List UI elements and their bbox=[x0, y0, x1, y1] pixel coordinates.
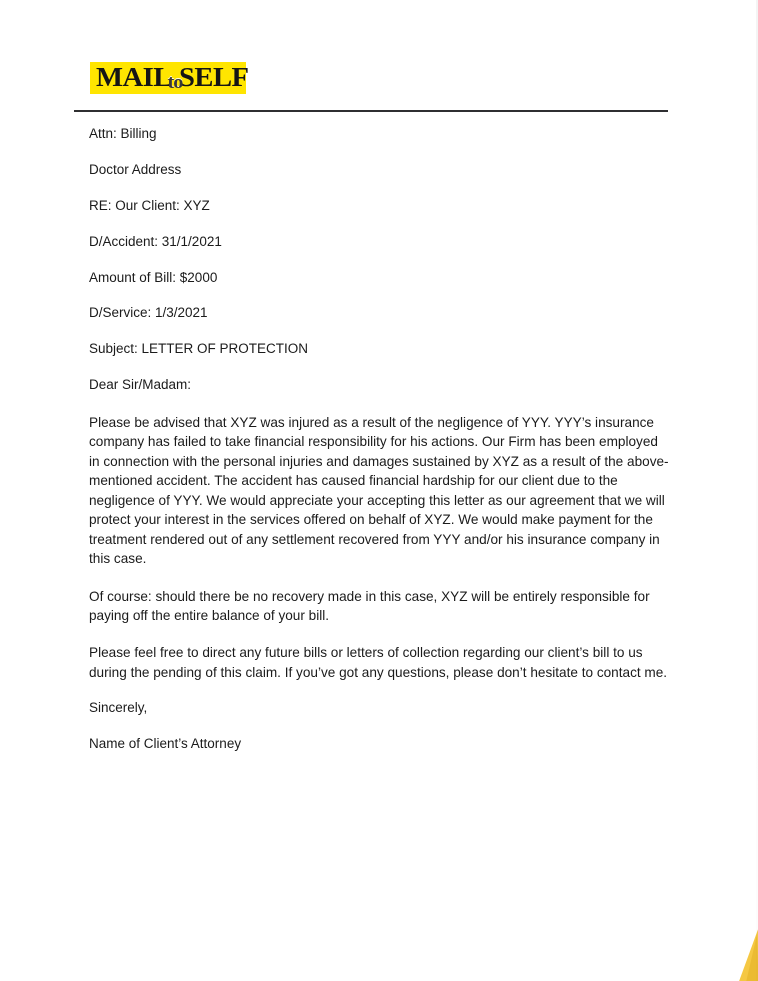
logo-text bbox=[96, 64, 248, 91]
logo bbox=[74, 52, 670, 100]
header-divider-rule bbox=[74, 110, 668, 112]
body-paragraph-2: Of course: should there be no recovery made in this case, XYZ will be entirely responsible for paying off the entire balance of your bill. bbox=[89, 588, 650, 623]
corner-accent-outer bbox=[733, 916, 758, 981]
body-paragraph-1: Please be advised that XYZ was injured as a result of the negligence of YYY. YYY’s insurance company has failed to take financial responsibility for his actions. Our Firm has been employed in connection with the personal injuries and damages sustained by XYZ as a result of the above-mentioned accident. The accident has caused financial hardship for our client due to the negligence of YYY. We would appreciate your accepting this letter as our agreement that we will protect your interest in the services offered on behalf of XYZ. We would make payment for the treatment rendered out of any settlement recovered from YYY and/or his insurance company in this case. bbox=[89, 415, 669, 567]
body-paragraph-3: Please feel free to direct any future bills or letters of collection regarding our client’s bill to us during the pending of this claim. If you’ve got any questions, please don’t hesitate to contact me. bbox=[89, 645, 668, 680]
header-line-attn: Attn: Billing bbox=[89, 126, 157, 141]
logo-word-mid: to bbox=[167, 72, 183, 93]
header-line-bill-amount: Amount of Bill: $2000 bbox=[89, 269, 218, 285]
letter-body bbox=[74, 52, 670, 752]
corner-accent-graphic bbox=[712, 915, 758, 981]
salutation: Dear Sir/Madam: bbox=[89, 377, 192, 393]
header-line-address: Doctor Address bbox=[89, 161, 182, 177]
header-line-subject: Subject: LETTER OF PROTECTION bbox=[89, 341, 309, 357]
logo-word-right: SELF bbox=[179, 62, 249, 92]
header-line-service-date: D/Service: 1/3/2021 bbox=[89, 305, 208, 321]
corner-accent-inner bbox=[741, 935, 758, 981]
closing-line: Sincerely, bbox=[89, 700, 148, 716]
letter-content bbox=[89, 126, 669, 753]
logo-word-left: MAIL bbox=[96, 62, 172, 92]
header-line-accident-date: D/Accident: 31/1/2021 bbox=[89, 233, 222, 249]
logo-highlight-box bbox=[90, 62, 249, 94]
signature-line: Name of Client’s Attorney bbox=[89, 736, 242, 752]
header-line-client: RE: Our Client: XYZ bbox=[89, 197, 210, 213]
